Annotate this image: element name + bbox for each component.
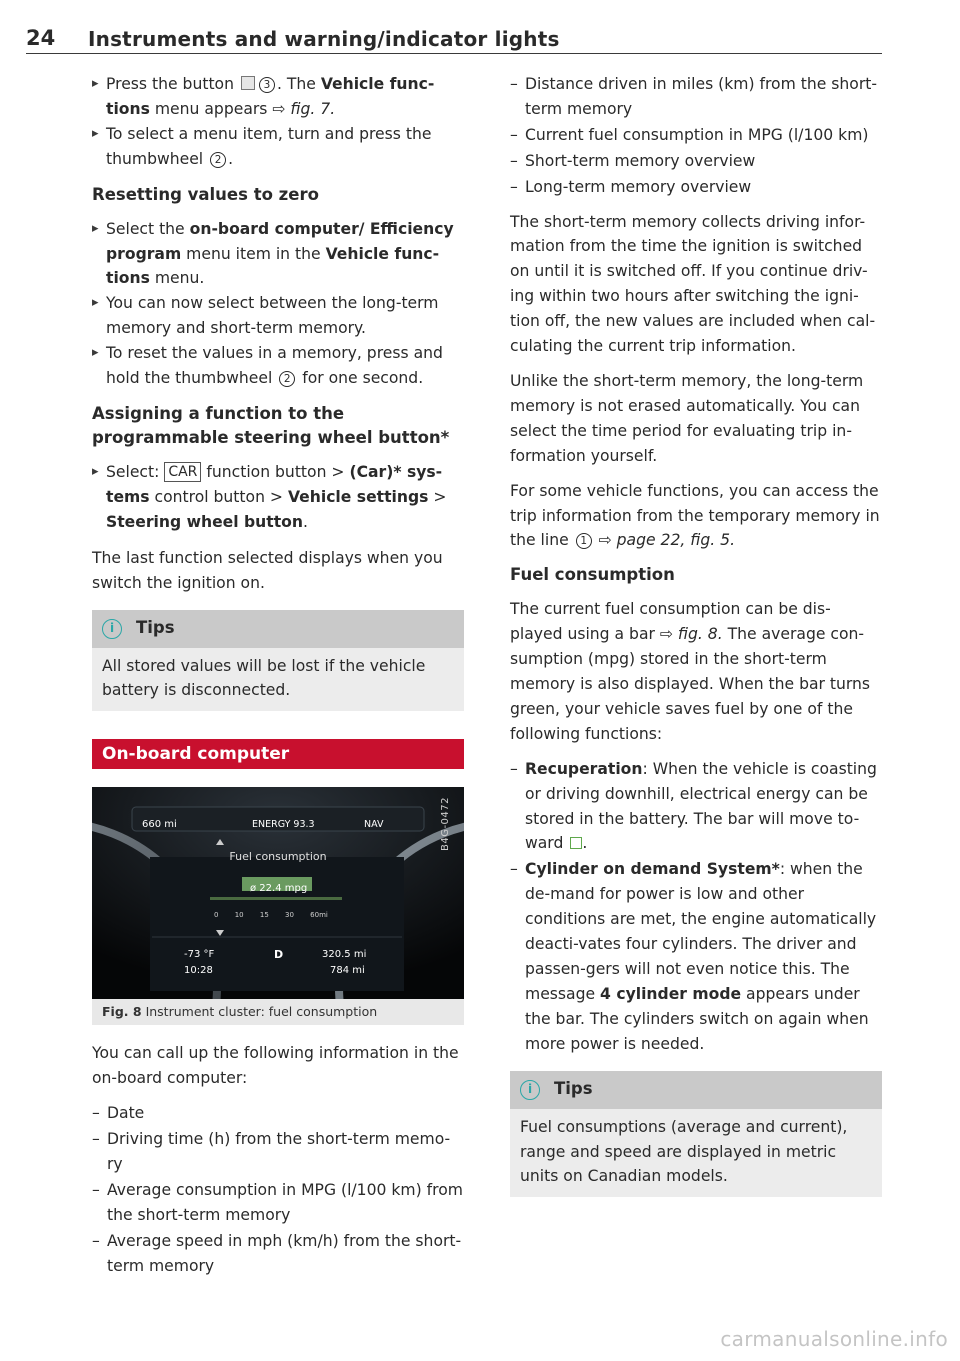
recuperation-icon [570, 837, 582, 849]
fig-8-link[interactable]: ⇨ fig. 8. [659, 625, 723, 644]
section-title-onboard: On-board computer [92, 739, 464, 769]
list-item: – Driving time (h) from the short-term memo-ry [92, 1127, 464, 1177]
cluster-average: ø 22.4 mpg [250, 883, 308, 895]
list-item: – Average consumption in MPG (l/100 km) from the short-term memory [92, 1178, 464, 1228]
info-icon: i [102, 619, 122, 639]
list-item-cylinder-on-demand: – Cylinder on demand System*: when the de-mand for power is low and other conditions are met, the engine automatically deacti-vates four cylinders. The driver and passen-gers will not even notice this. The message 4 cylinder mode appears under the bar. The cylinders switch on again when more power is needed. [510, 857, 882, 1056]
list-item: – Average speed in mph (km/h) from the short-term memory [92, 1229, 464, 1279]
menu-button-icon [241, 76, 255, 90]
left-column [92, 72, 464, 1279]
list-item: – Current fuel consumption in MPG (l/100 km) [510, 123, 882, 148]
step-select-menu: ▸ To select a menu item, turn and press the thumbwheel 2 . [92, 122, 464, 172]
callout-2: 2 [279, 371, 295, 387]
car-key: CAR [164, 462, 201, 482]
list-item-recuperation: – Recuperation: When the vehicle is coasting or driving downhill, electrical energy can be stored in the battery. The bar will move to-ward . [510, 757, 882, 857]
list-item: – Date [92, 1101, 464, 1126]
chapter-title: Instruments and warning/indicator lights [88, 27, 560, 51]
watermark: carmanualsonline.info [720, 1327, 948, 1351]
figure-code: B4G-0472 [440, 797, 452, 852]
tips-text: Fuel consumptions (average and current), range and speed are displayed in metric units on Canadian models. [520, 1117, 848, 1186]
assign-steps [92, 460, 464, 535]
cluster-distance: 784 mi [330, 965, 365, 977]
list-item: – Long-term memory overview [510, 175, 882, 200]
heading-assign: Assigning a function to the programmable steering wheel button* [92, 403, 450, 447]
tips-box-left [92, 610, 464, 712]
page-22-link[interactable]: ⇨ page 22, fig. 5. [593, 531, 736, 550]
list-item: – Short-term memory overview [510, 149, 882, 174]
cluster-range: 320.5 mi [322, 949, 367, 961]
callout-2: 2 [210, 152, 226, 168]
temporary-memory-text: For some vehicle functions, you can access the trip information from the temporary memory in the line 1 ⇨ page 22, fig. 5. [510, 481, 880, 550]
fuel-consumption-text: The current fuel consumption can be dis-played using a bar ⇨ fig. 8. The average con-sumption (mpg) stored in the short-term memory is also displayed. When the bar turns green, your vehicle saves fuel by one of the following functions: [510, 600, 871, 743]
cluster-temperature: -73 °F [184, 949, 215, 961]
heading-reset: Resetting values to zero [92, 184, 319, 204]
step-select-memory: ▸ You can now select between the long-term memory and short-term memory. [92, 291, 464, 341]
cluster-scale: 0 10 15 30 60mi [214, 911, 328, 920]
fig-7-link[interactable]: ⇨ fig. 7. [272, 99, 336, 118]
short-term-text: The short-term memory collects driving infor-mation from the time the ignition is switched on until it is switched off. If you continue driv-ing within two hours after switching the igni-tion off, the new values are included when cal-culating the current trip information. [510, 212, 876, 356]
info-list-right [510, 72, 882, 200]
cluster-odometer: 660 mi [142, 819, 177, 831]
step-select-car: ▸ Select: CAR function button > (Car)* sys-tems control button > Vehicle settings > Steering wheel button. [92, 460, 464, 535]
tips-header [92, 610, 464, 648]
tips-title: Tips [554, 1079, 593, 1099]
page-header [26, 24, 882, 54]
last-function-text: The last function selected displays when you switch the ignition on. [92, 548, 443, 592]
tips-header [510, 1071, 882, 1109]
info-list-left [92, 1101, 464, 1278]
long-term-text: Unlike the short-term memory, the long-term memory is not erased automatically. You can select the time period for evaluating trip in-formation yourself. [510, 371, 864, 465]
tips-box-right [510, 1071, 882, 1198]
figure-instrument-cluster [92, 787, 464, 999]
step-press-button: ▸ Press the button 3 . The Vehicle func-tions menu appears ⇨ fig. 7. [92, 72, 464, 122]
callout-1: 1 [576, 533, 592, 549]
figure-caption: Fig. 8 Instrument cluster: fuel consumption [92, 999, 464, 1025]
cluster-energy: ENERGY 93.3 [252, 819, 315, 831]
tips-text: All stored values will be lost if the vehicle battery is disconnected. [102, 656, 426, 700]
intro-steps [92, 72, 464, 172]
page-number: 24 [26, 26, 56, 50]
info-icon: i [520, 1080, 540, 1100]
right-column [510, 72, 882, 1213]
list-item: – Distance driven in miles (km) from the short-term memory [510, 72, 882, 122]
call-up-text: You can call up the following information in the on-board computer: [92, 1044, 459, 1088]
step-select-onboard: ▸ Select the on-board computer/ Efficiency program menu item in the Vehicle func-tions menu. [92, 217, 464, 292]
callout-3: 3 [259, 77, 275, 93]
tips-title: Tips [136, 618, 175, 638]
cluster-nav: NAV [364, 819, 384, 831]
cluster-time: 10:28 [184, 965, 213, 977]
reset-steps [92, 217, 464, 391]
cluster-title: Fuel consumption [229, 850, 327, 864]
cluster-gear: D [274, 948, 284, 962]
step-reset-memory: ▸ To reset the values in a memory, press and hold the thumbwheel 2 for one second. [92, 341, 464, 391]
heading-fuel-consumption: Fuel consumption [510, 565, 675, 585]
